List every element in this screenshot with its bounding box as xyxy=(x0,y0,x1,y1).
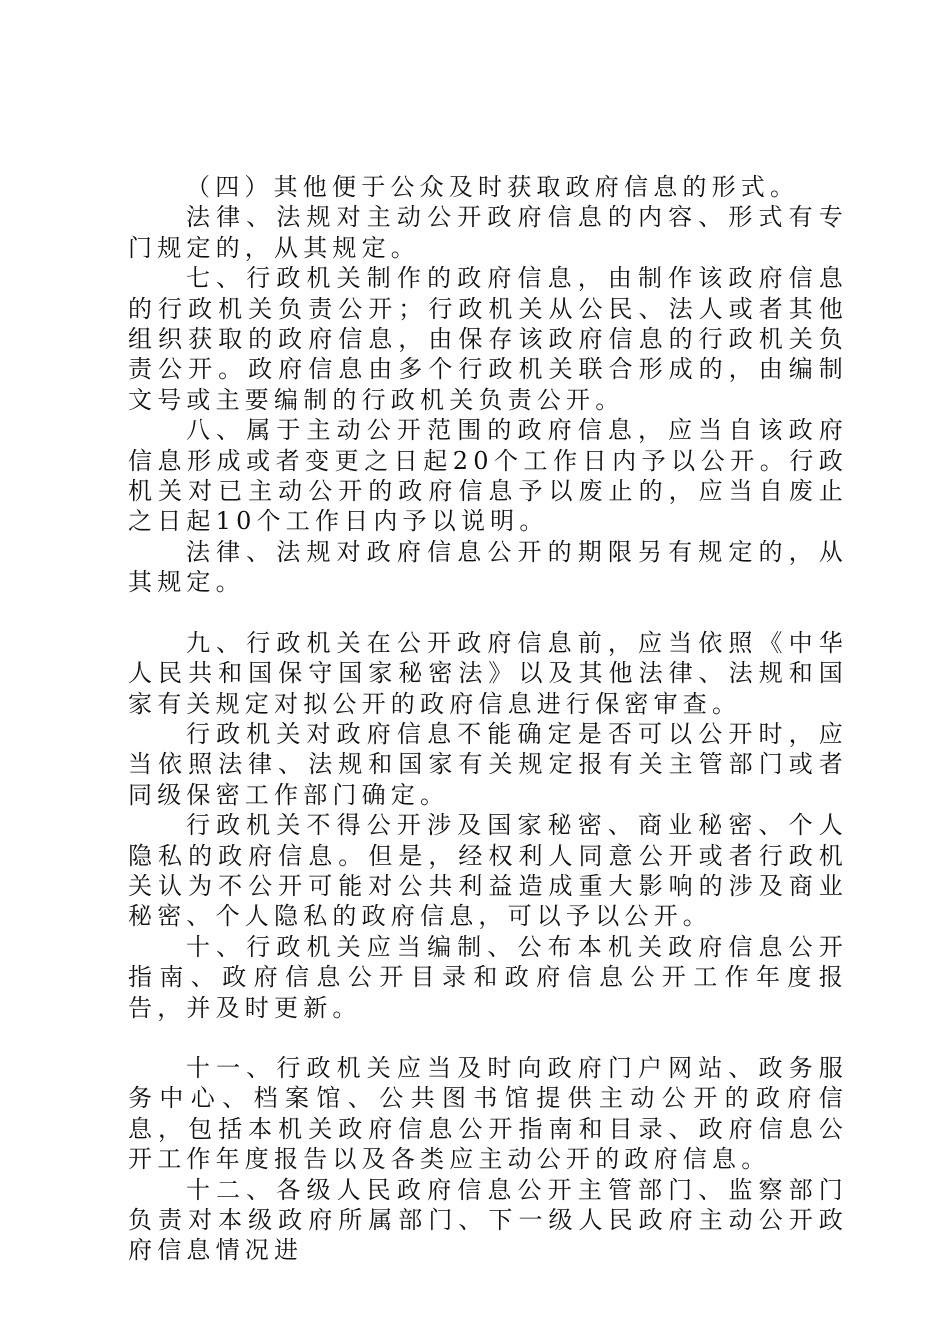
paragraph-article-11: 十一、行政机关应当及时向政府门户网站、政务服务中心、档案馆、公共图书馆提供主动公开的政府信息，包括本机关政府信息公开指南和目录、政府信息公开工作年度报告以及各类应主动公开的政府信息。 xyxy=(128,1053,848,1174)
document-body xyxy=(128,172,848,1266)
paragraph-confidentiality-review: 行政机关对政府信息不能确定是否可以公开时，应当依照法律、法规和国家有关规定报有关主管部门或者同级保密工作部门确定。 xyxy=(128,719,848,809)
paragraph-secrets-privacy: 行政机关不得公开涉及国家秘密、商业秘密、个人隐私的政府信息。但是，经权利人同意公开或者行政机关认为不公开可能对公共利益造成重大影响的涉及商业秘密、个人隐私的政府信息，可以予以公开。 xyxy=(128,811,848,931)
paragraph-article-10: 十、行政机关应当编制、公布本机关政府信息公开指南、政府信息公开目录和政府信息公开工作年度报告，并及时更新。 xyxy=(128,932,848,1022)
paragraph-time-limit: 法律、法规对政府信息公开的期限另有规定的，从其规定。 xyxy=(128,537,848,597)
paragraph-other-forms: （四）其他便于公众及时获取政府信息的形式。 xyxy=(186,173,800,201)
paragraph-article-12: 十二、各级人民政府信息公开主管部门、监察部门负责对本级政府所属部门、下一级人民政府主动公开政府信息情况进 xyxy=(128,1175,848,1265)
paragraph-article-8: 八、属于主动公开范围的政府信息，应当自该政府信息形成或者变更之日起20个工作日内予以公开。行政机关对已主动公开的政府信息予以废止的，应当自废止之日起10个工作日内予以说明。 xyxy=(128,416,848,536)
paragraph-article-9: 九、行政机关在公开政府信息前，应当依照《中华人民共和国保守国家秘密法》以及其他法律、法规和国家有关规定对拟公开的政府信息进行保密审查。 xyxy=(128,628,848,718)
paragraph-special-provisions: 法律、法规对主动公开政府信息的内容、形式有专门规定的，从其规定。 xyxy=(128,203,848,262)
paragraph-article-7: 七、行政机关制作的政府信息，由制作该政府信息的行政机关负责公开；行政机关从公民、法人或者其他组织获取的政府信息，由保存该政府信息的行政机关负责公开。政府信息由多个行政机关联合形成的，由编制文号或主要编制的行政机关负责公开。 xyxy=(128,264,848,414)
